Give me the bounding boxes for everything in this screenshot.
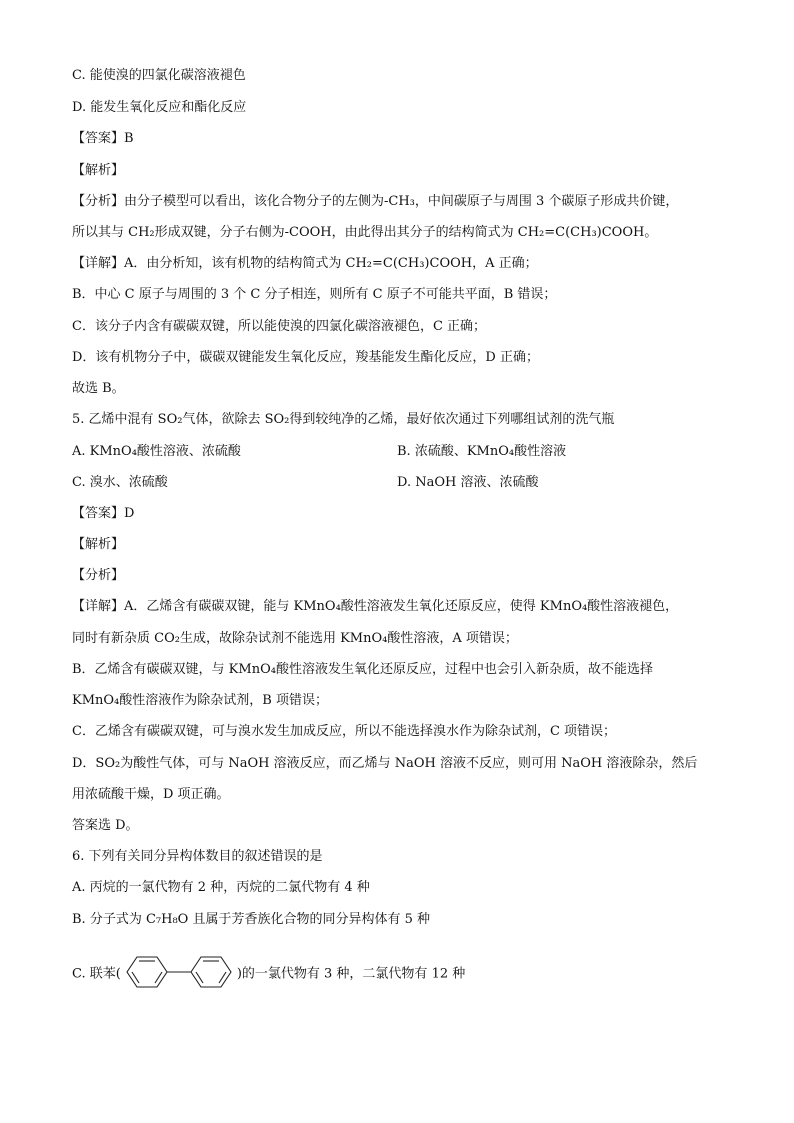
q5-detail-c: C．乙烯含有碳碳双键，可与溴水发生加成反应，所以不能选择溴水作为除杂试剂，C 项错误； <box>72 724 617 739</box>
q5-detail-a-line-2: 同时有新杂质 CO₂生成，故除杂试剂不能选用 KMnO₄酸性溶液，A 项错误； <box>72 631 518 646</box>
q5-answer: 【答案】D <box>72 506 135 521</box>
q5-options-row-1 <box>72 443 241 461</box>
q5-option-a: A. KMnO₄酸性溶液、浓硫酸 <box>72 444 241 459</box>
q5-detail-a-line-1: 【详解】A．乙烯含有碳碳双键，能与 KMnO₄酸性溶液发生氧化还原反应，使得 KMnO₄酸性溶液褪色， <box>72 599 679 614</box>
q4-jiexi-heading: 【解析】 <box>72 163 125 178</box>
q4-analysis-line-2: 所以其与 CH₂形成双键，分子右侧为-COOH，由此得出其分子的结构简式为 CH₂=C(CH₃)COOH。 <box>72 225 658 240</box>
q5-jiexi-heading: 【解析】 <box>72 537 125 552</box>
q6-option-c-suffix: )的一氯代物有 3 种，二氯代物有 12 种 <box>236 966 466 982</box>
q5-detail-b-line-2: KMnO₄酸性溶液作为除杂试剂，B 项错误； <box>72 693 328 708</box>
q5-conclusion: 答案选 D。 <box>72 818 139 833</box>
q6-option-c-prefix: C. 联苯( <box>72 966 121 982</box>
q5-analysis-heading: 【分析】 <box>72 568 125 583</box>
q5-detail-b-line-1: B．乙烯含有碳碳双键，与 KMnO₄酸性溶液发生氧化还原反应，过程中也会引入新杂质，故不能选择 <box>72 662 653 677</box>
q4-answer: 【答案】B <box>72 131 134 146</box>
q6-option-b: B. 分子式为 C₇H₈O 且属于芳香族化合物的同分异构体有 5 种 <box>72 912 430 927</box>
q6-option-c <box>72 957 465 991</box>
q4-detail-b: B．中心 C 原子与周围的 3 个 C 分子相连，则所有 C 原子不可能共平面，B 错误； <box>72 287 557 302</box>
q6-option-a: A. 丙烷的一氯代物有 2 种，丙烷的二氯代物有 4 种 <box>72 880 370 895</box>
q5-detail-d-line-2: 用浓硫酸干燥，D 项正确。 <box>72 787 230 802</box>
q4-option-c: C. 能使溴的四氯化碳溶液褪色 <box>72 68 246 83</box>
q4-detail-c: C．该分子内含有碳碳双键，所以能使溴的四氯化碳溶液褪色，C 正确； <box>72 319 487 334</box>
q5-option-b: B. 浓硫酸、KMnO₄酸性溶液 <box>397 444 567 459</box>
q4-analysis-line-1: 【分析】由分子模型可以看出，该化合物分子的左侧为-CH₃，中间碳原子与周围 3 个碳原子形成共价键， <box>72 194 679 209</box>
q4-detail-a: 【详解】A．由分析知，该有机物的结构简式为 CH₂=C(CH₃)COOH，A 正确； <box>72 256 538 271</box>
q5-option-d: D. NaOH 溶液、浓硫酸 <box>397 475 539 490</box>
q5-option-c: C. 溴水、浓硫酸 <box>72 475 168 490</box>
biphenyl-structure-icon <box>122 955 236 989</box>
q4-conclusion: 故选 B。 <box>72 381 125 396</box>
q5-stem: 5. 乙烯中混有 SO₂气体，欲除去 SO₂得到较纯净的乙烯，最好依次通过下列哪组试剂的洗气瓶 <box>72 412 615 427</box>
q5-detail-d-line-1: D．SO₂为酸性气体，可与 NaOH 溶液反应，而乙烯与 NaOH 溶液不反应，则可用 NaOH 溶液除杂，然后 <box>72 756 698 771</box>
q4-option-d: D. 能发生氧化反应和酯化反应 <box>72 100 247 115</box>
q6-stem: 6. 下列有关同分异构体数目的叙述错误的是 <box>72 849 323 864</box>
q4-detail-d: D．该有机物分子中，碳碳双键能发生氧化反应，羧基能发生酯化反应，D 正确； <box>72 350 539 365</box>
